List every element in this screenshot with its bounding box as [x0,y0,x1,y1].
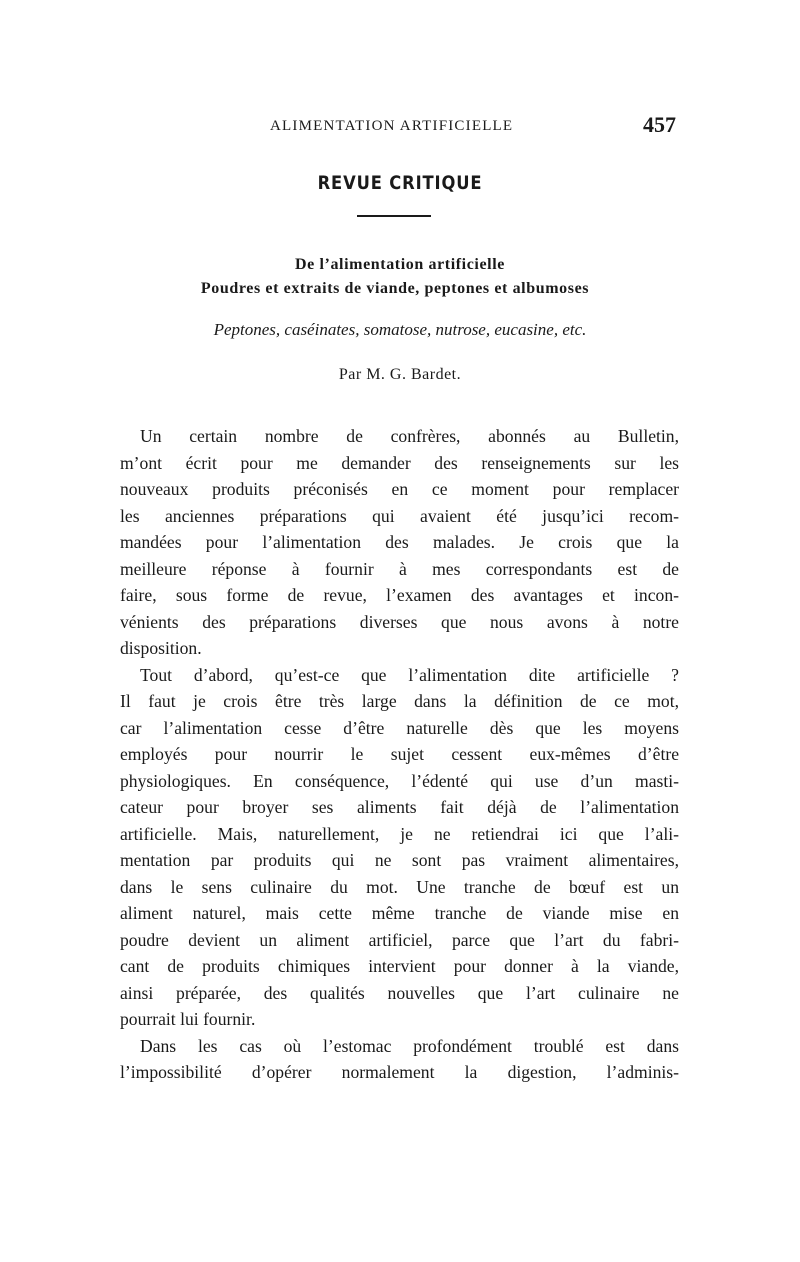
text-line: vénients des préparations diverses que nous avons à notre [120,611,679,632]
title-rule [357,215,431,217]
text-line: pourrait lui fournir. [120,1009,256,1029]
running-head [120,114,676,142]
topics-list: Peptones, caséinates, somatose, nutrose, eucasine, etc. [213,320,587,339]
text-line: aliment naturel, mais cette même tranche de viande mise en [120,903,679,923]
text-line: physiologiques. En conséquence, l’édenté qui use d’un masti- [120,770,679,791]
text-line: ainsi préparée, des qualités nouvelles que l’art culinaire ne [120,982,679,1003]
text-line: poudre devient un aliment artificiel, parce que l’art du fabri- [120,929,679,950]
text-line: Tout d’abord, qu’est-ce que l’alimentation dite artificielle ? [140,664,679,685]
text-line: mandées pour l’alimentation des malades. Je crois que la [120,532,679,552]
article-subtitle-1: De l’alimentation artificielle [295,256,505,273]
section-title: REVUE CRITIQUE [317,172,483,194]
running-title: ALIMENTATION ARTIFICIELLE [270,118,514,134]
text-line: dans le sens culinaire du mot. Une tranche de bœuf est un [120,876,679,897]
text-line: nouveaux produits préconisés en ce moment pour remplacer [120,479,679,499]
text-line: mentation par produits qui ne sont pas vraiment alimentaires, [120,850,679,870]
text-line: l’impossibilité d’opérer normalement la digestion, l’adminis- [120,1062,679,1082]
article-subtitle-2: Poudres et extraits de viande, peptones et albumoses [200,280,590,297]
text-line: Dans les cas où l’estomac profondément troublé est dans [140,1035,679,1056]
text-line: meilleure réponse à fournir à mes correspondants est de [120,558,679,579]
text-line: faire, sous forme de revue, l’examen des avantages et incon- [120,585,679,605]
body-text [120,423,679,1086]
text-line: disposition. [120,638,202,658]
text-line: m’ont écrit pour me demander des renseignements sur les [120,452,679,473]
page-number: 457 [643,112,676,137]
text-line: employés pour nourrir le sujet cessent eux-mêmes d’être [120,744,679,764]
text-line: car l’alimentation cesse d’être naturelle dès que les moyens [120,717,679,738]
text-line: cant de produits chimiques intervient pour donner à la viande, [120,956,679,976]
text-line: les anciennes préparations qui avaient été jusqu’ici recom- [120,505,679,526]
byline: Par M. G. Bardet. [338,366,462,383]
text-line: cateur pour broyer ses aliments fait déjà de l’alimentation [120,797,679,817]
text-line: Un certain nombre de confrères, abonnés au Bulletin, [140,426,679,446]
text-line: Il faut je crois être très large dans la définition de ce mot, [120,691,679,711]
text-line: artificielle. Mais, naturellement, je ne retiendrai ici que l’ali- [120,823,679,844]
